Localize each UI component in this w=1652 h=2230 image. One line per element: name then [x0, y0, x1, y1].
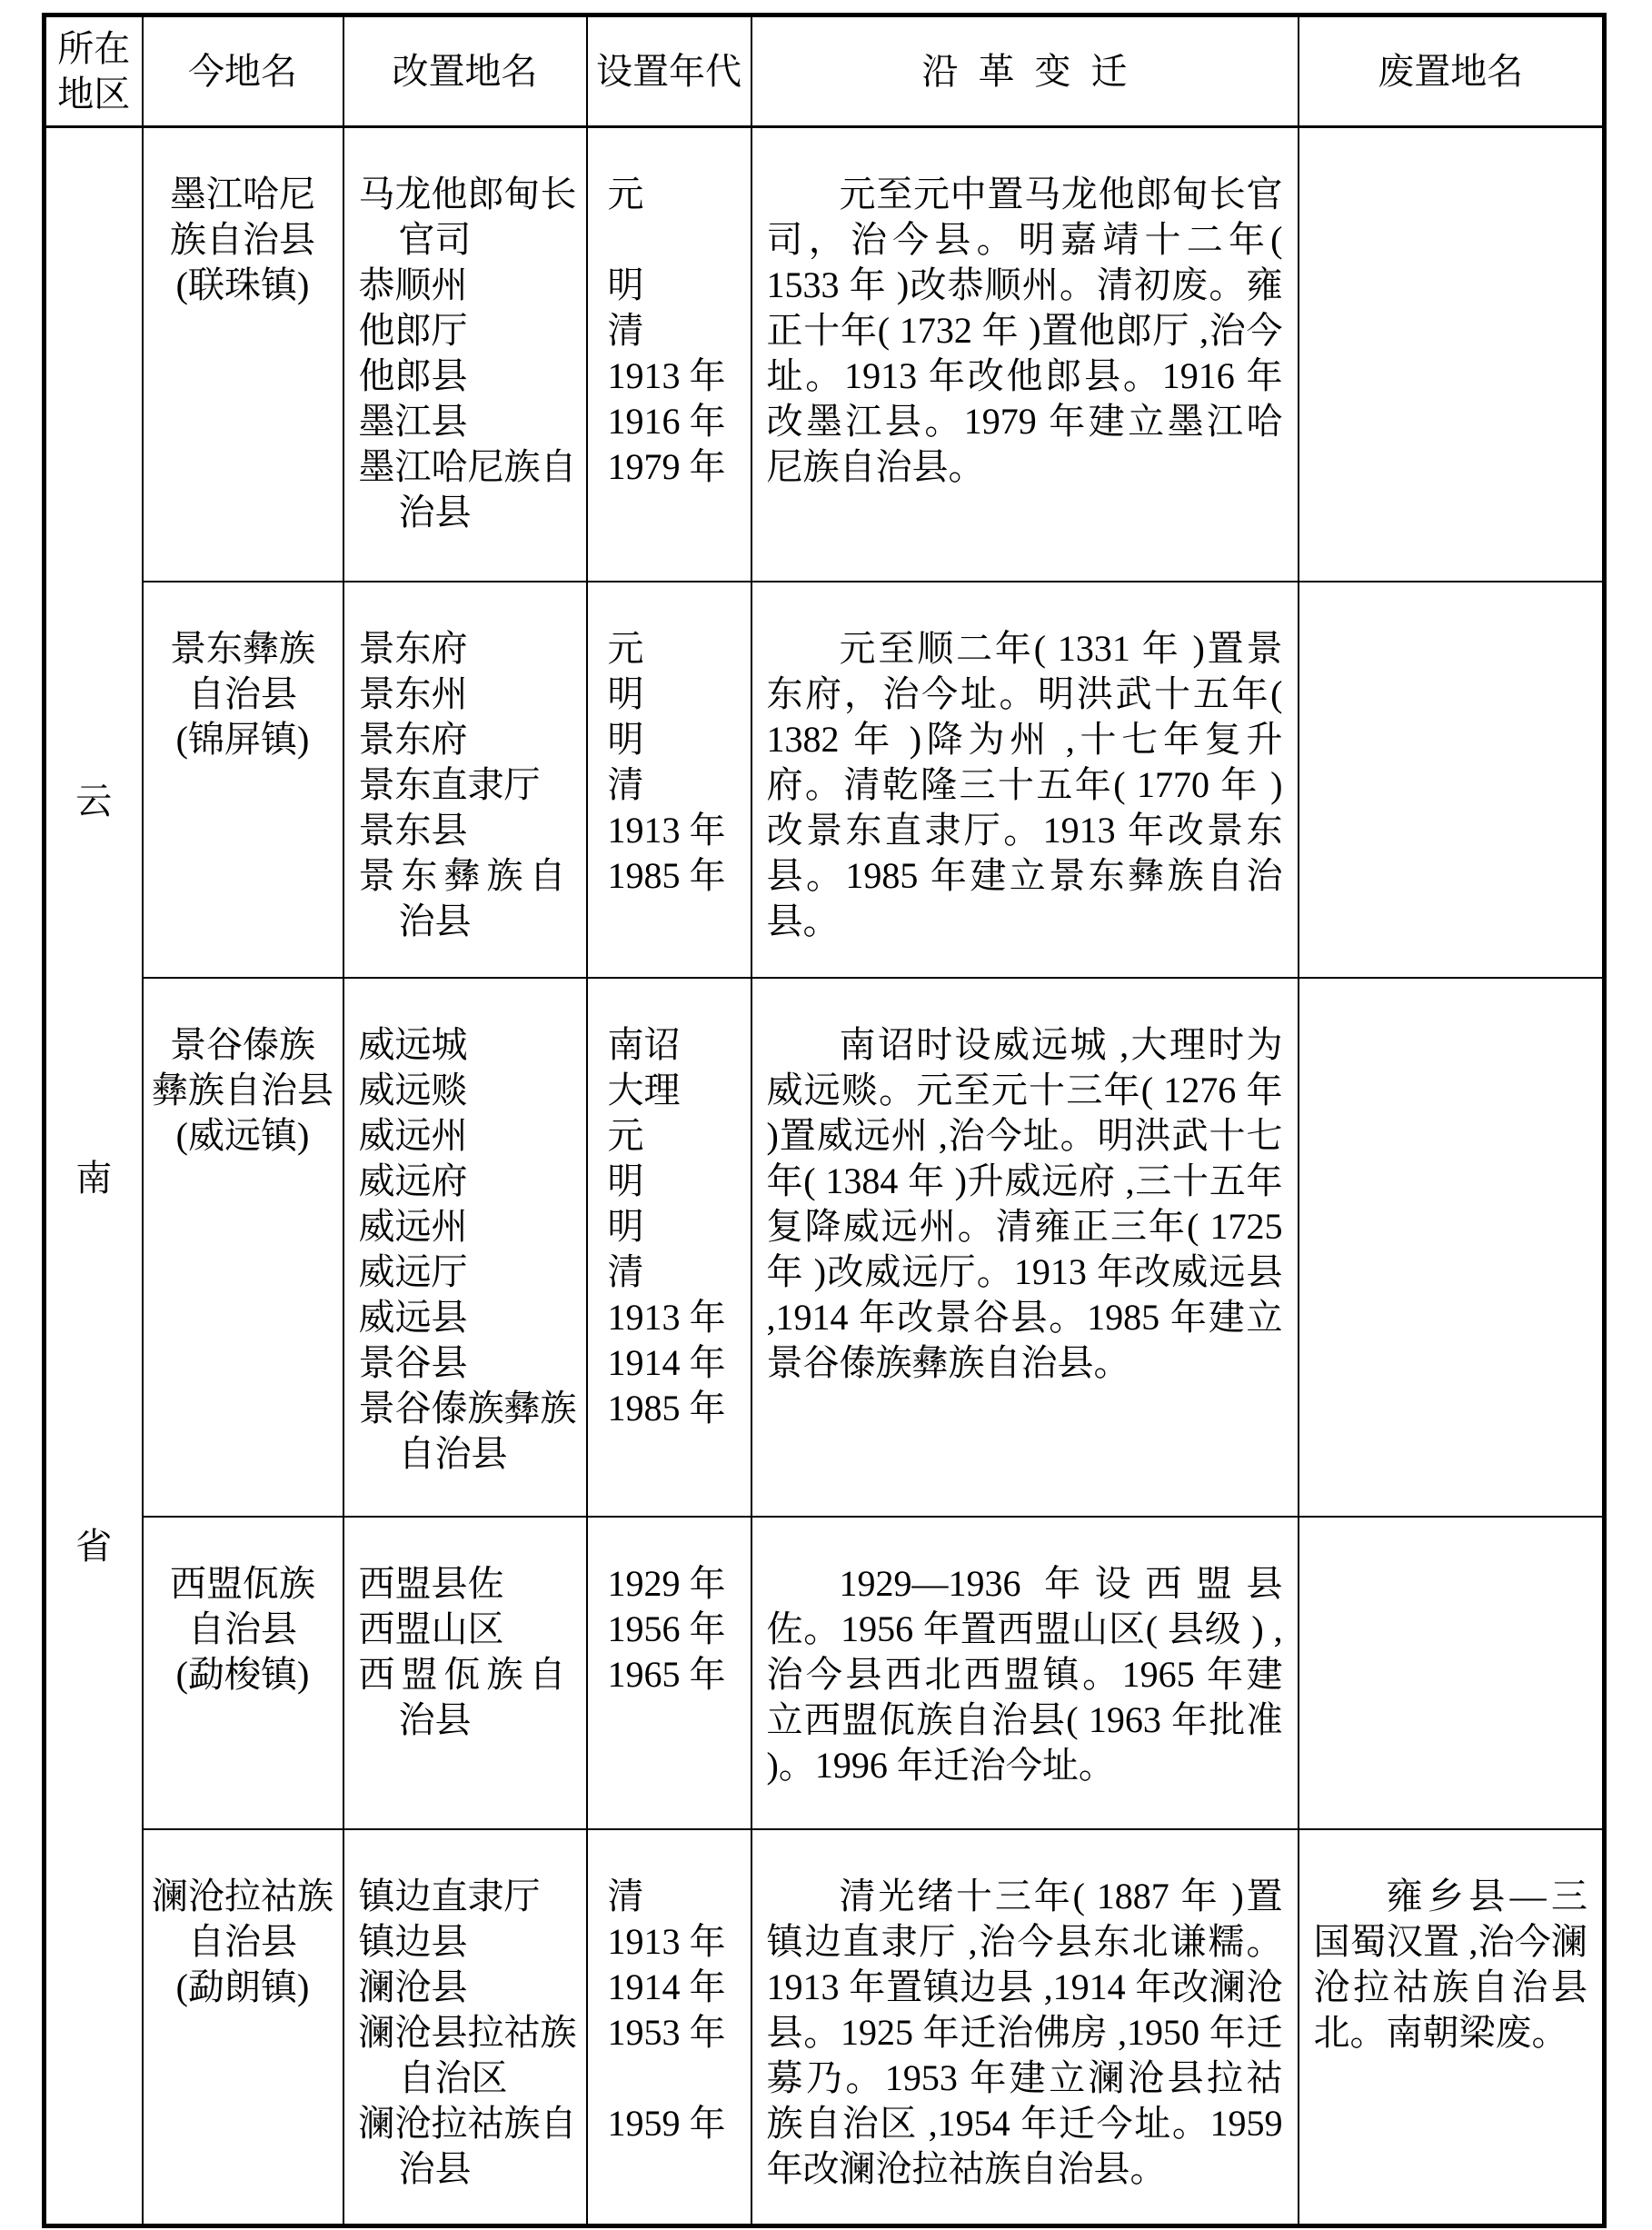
- era-cell: [587, 582, 751, 978]
- history-text: 元至顺二年( 1331 年 )置景东府，治今址。明洪武十五年( 1382 年 )降为州 ,十七年复升府。清乾隆三十五年( 1770 年 )改景东直隶厅。1913 年改景东县。1985 年建立景东彝族自治县。: [766, 627, 1283, 941]
- former-name-line: 治县: [398, 2147, 472, 2189]
- era-line: [608, 899, 751, 944]
- col-header-3: 设置年代: [587, 15, 751, 127]
- former-names-cell: [343, 1517, 587, 1829]
- current-name-line: 景东彝族: [170, 627, 315, 669]
- history-cell: [751, 978, 1299, 1517]
- former-name-line: 治县: [398, 492, 472, 533]
- col-header-1: 今地名: [143, 15, 343, 127]
- former-name-line: 威远县: [358, 1296, 468, 1338]
- era-line: 清: [607, 310, 644, 351]
- era-line: 1913 年: [607, 355, 726, 396]
- era-line: 1965 年: [607, 1653, 726, 1695]
- era-line: 大理: [607, 1069, 681, 1110]
- former-name-line: 自治区: [398, 2056, 508, 2098]
- former-name-line: 威远厅: [358, 1250, 468, 1292]
- former-name-line: 景东府: [358, 627, 468, 669]
- province-char: 南: [75, 1158, 113, 1199]
- current-name-line: 自治县: [188, 1608, 297, 1649]
- former-name-line: 威远赕: [358, 1069, 468, 1110]
- former-name-line: 景东府: [358, 718, 468, 760]
- region-cell: [45, 127, 143, 2226]
- province-char: 云: [75, 781, 113, 821]
- current-name-line: (锦屏镇): [175, 718, 310, 760]
- era-line: 元: [607, 1114, 644, 1156]
- current-name-line: (勐朗镇): [175, 1966, 310, 2007]
- current-name-cell: [143, 978, 343, 1517]
- era-line: 1913 年: [607, 809, 726, 851]
- era-line: 元: [607, 627, 644, 669]
- current-name-line: 自治县: [188, 1920, 297, 1962]
- former-name-line: 澜沧县拉祜族: [358, 2011, 577, 2053]
- former-name-line: 马龙他郎甸长: [358, 174, 577, 214]
- former-name-line: 景东直隶厅: [358, 763, 541, 805]
- era-line: [608, 2056, 751, 2101]
- former-name-line: 官司: [398, 219, 472, 260]
- history-cell: [751, 582, 1299, 978]
- current-name-line: 族自治县: [170, 219, 315, 260]
- former-name-line: 自治县: [398, 1432, 508, 1474]
- former-name-line: 威远城: [358, 1023, 468, 1065]
- current-name-line: 西盟佤族: [170, 1562, 315, 1604]
- former-name-line: 澜沧县: [358, 1966, 468, 2007]
- former-name-line: 景东州: [358, 672, 468, 714]
- current-name-line: 彝族自治县: [152, 1069, 333, 1110]
- era-line: 1929 年: [607, 1562, 726, 1604]
- former-name-line: 西盟佤族自: [358, 1653, 572, 1695]
- former-name-line: 镇边县: [358, 1920, 468, 1962]
- era-line: 1913 年: [607, 1296, 726, 1338]
- former-name-line: 治县: [398, 1698, 472, 1740]
- era-line: 1985 年: [607, 1387, 726, 1429]
- former-names-cell: [343, 127, 587, 582]
- former-name-line: 威远州: [358, 1205, 468, 1247]
- former-name-line: 恭顺州: [358, 264, 468, 305]
- former-name-line: 墨江县: [358, 401, 468, 442]
- province-char: 省: [75, 1526, 113, 1567]
- era-line: 1914 年: [607, 1341, 726, 1383]
- era-line: 1956 年: [607, 1608, 726, 1649]
- era-cell: [587, 1829, 751, 2226]
- era-line: 1985 年: [607, 854, 726, 896]
- history-text: 1929—1936 年设西盟县佐。1956 年置西盟山区( 县级 ) ,治今县西北西盟镇。1965 年建立西盟佤族自治县( 1963 年批准 )。1996 年迁治今址。: [766, 1562, 1283, 1786]
- former-names-cell: [343, 1829, 587, 2226]
- era-line: 明: [607, 1160, 644, 1201]
- table-header: [45, 15, 1605, 127]
- former-name-line: 景东彝族自: [358, 854, 572, 896]
- era-line: 1914 年: [607, 1966, 726, 2007]
- abolished-cell: [1299, 582, 1605, 978]
- col-header-4: 沿革变迁: [751, 15, 1299, 127]
- former-name-line: 他郎厅: [358, 310, 468, 351]
- former-name-line: 澜沧拉祜族自: [358, 2102, 577, 2144]
- era-line: 1953 年: [607, 2011, 726, 2053]
- era-line: [608, 490, 751, 535]
- current-name-line: (勐梭镇): [175, 1653, 310, 1695]
- era-line: 1979 年: [607, 446, 726, 487]
- former-name-line: 景东县: [358, 809, 468, 851]
- former-name-line: 景谷县: [358, 1341, 468, 1383]
- era-line: [608, 2146, 751, 2192]
- era-line: 清: [607, 1875, 644, 1916]
- former-name-line: 墨江哈尼族自: [358, 446, 577, 487]
- current-name-line: 墨江哈尼: [170, 174, 315, 214]
- era-line: 1913 年: [607, 1920, 726, 1962]
- current-name-line: (联珠镇): [175, 264, 310, 305]
- former-name-line: 景谷傣族彝族: [358, 1387, 577, 1429]
- history-cell: [751, 1517, 1299, 1829]
- former-name-line: 威远州: [358, 1114, 468, 1156]
- current-name-line: (威远镇): [175, 1114, 310, 1156]
- col-header-0: 所在地区: [45, 15, 143, 127]
- era-cell: [587, 1517, 751, 1829]
- abolished-cell: [1299, 127, 1605, 582]
- history-cell: [751, 127, 1299, 582]
- table-row: [45, 978, 1605, 1517]
- era-line: 清: [607, 1250, 644, 1292]
- history-text: 清光绪十三年( 1887 年 )置镇边直隶厅 ,治今县东北谦糯。1913 年置镇边县 ,1914 年改澜沧县。1925 年迁治佛房 ,1950 年迁募乃。1953 年建立澜沧县拉祜族自治区 ,1954 年迁今址。1959 年改澜沧拉祜族自治县。: [766, 1875, 1283, 2189]
- table-row: [45, 1517, 1605, 1829]
- era-line: 明: [607, 718, 644, 760]
- era-line: 元: [607, 174, 644, 214]
- former-name-line: 治县: [398, 900, 472, 941]
- current-name-line: 澜沧拉祜族: [152, 1875, 333, 1916]
- era-line: 清: [607, 763, 644, 805]
- former-name-line: 他郎县: [358, 355, 468, 396]
- current-name-line: 自治县: [188, 672, 297, 714]
- history-text: 南诏时设威远城 ,大理时为威远赕。元至元十三年( 1276 年 )置威远州 ,治今址。明洪武十七年( 1384 年 )升威远府 ,三十五年复降威远州。清雍正三年( 1725 年 )改威远厅。1913 年改威远县 ,1914 年改景谷县。1985 年建立景谷傣族彝族自治县。: [766, 1023, 1283, 1383]
- history-cell: [751, 1829, 1299, 2226]
- former-names-cell: [343, 582, 587, 978]
- abolished-cell: [1299, 978, 1605, 1517]
- former-name-line: 镇边直隶厅: [358, 1875, 541, 1916]
- current-name-line: 景谷傣族: [170, 1023, 315, 1065]
- former-name-line: 西盟县佐: [358, 1562, 504, 1604]
- era-line: 1916 年: [607, 401, 726, 442]
- table-row: [45, 1829, 1605, 2226]
- current-name-cell: [143, 127, 343, 582]
- abolished-text: 雍乡县—三国蜀汉置 ,治今澜沧拉祜族自治县北。南朝梁废。: [1313, 1875, 1587, 2053]
- admin-divisions-table: [42, 13, 1607, 2228]
- col-header-2: 改置地名: [343, 15, 587, 127]
- era-line: 明: [607, 1205, 644, 1247]
- era-line: 明: [607, 264, 644, 305]
- era-line: 明: [607, 672, 644, 714]
- era-line: [608, 1431, 751, 1477]
- era-line: [608, 217, 751, 263]
- table-row: [45, 582, 1605, 978]
- former-names-cell: [343, 978, 587, 1517]
- header-row: [45, 15, 1605, 127]
- former-name-line: 西盟山区: [358, 1608, 504, 1649]
- col-header-5: 废置地名: [1299, 15, 1605, 127]
- table-row: [45, 127, 1605, 582]
- abolished-cell: [1299, 1517, 1605, 1829]
- history-text: 元至元中置马龙他郎甸长官司，治今县。明嘉靖十二年( 1533 年 )改恭顺州。清初废。雍正十年( 1732 年 )置他郎厅 ,治今址。1913 年改他郎县。1916 年改墨江县。1979 年建立墨江哈尼族自治县。: [766, 174, 1283, 487]
- province-vertical-label: [46, 128, 142, 2218]
- former-name-line: 威远府: [358, 1160, 468, 1201]
- era-line: 1959 年: [607, 2102, 726, 2144]
- era-cell: [587, 127, 751, 582]
- era-line: 南诏: [607, 1023, 681, 1065]
- abolished-cell: [1299, 1829, 1605, 2226]
- current-name-cell: [143, 582, 343, 978]
- era-cell: [587, 978, 751, 1517]
- current-name-cell: [143, 1517, 343, 1829]
- table-body: [45, 127, 1605, 2226]
- era-line: [608, 1697, 751, 1743]
- current-name-cell: [143, 1829, 343, 2226]
